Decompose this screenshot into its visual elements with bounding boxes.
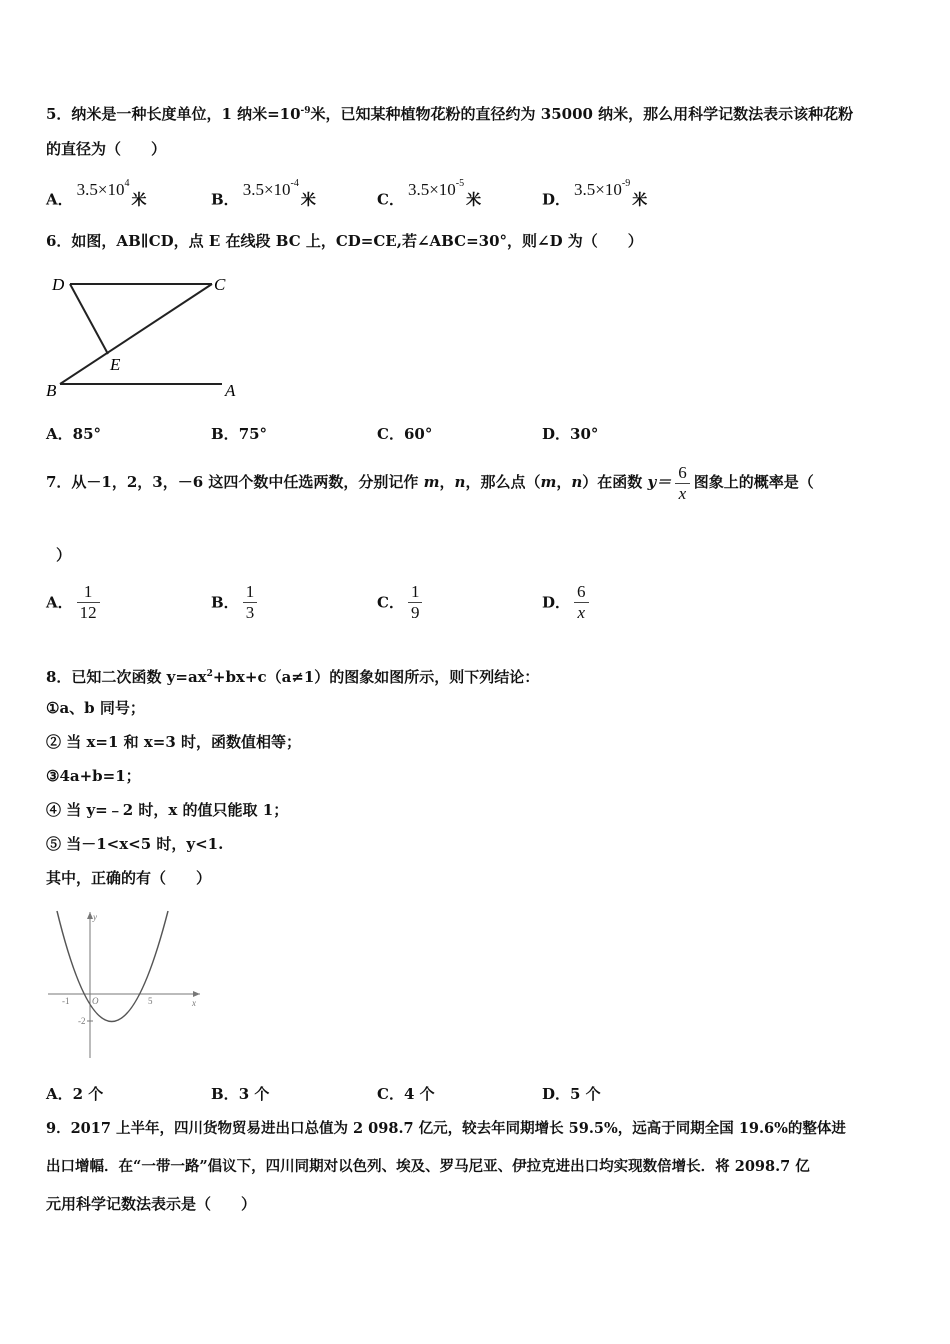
q5-stem-line2: 的直径为（ ） (46, 140, 167, 158)
q7-option-a[interactable]: A． $\frac{1}{12}$ (46, 582, 104, 623)
q5-option-b-unit: 米 (300, 190, 316, 209)
q5-option-d-unit: 米 (632, 190, 648, 209)
q5-stem-exponent: -9 (300, 106, 311, 116)
q6-geometry-figure (40, 268, 250, 403)
q9-stem-line2: 出口增幅．在“一带一路”倡议下，四川同期对以色列、埃及、罗马尼亚、伊拉克进出口均实现数倍增长．将 2098.7 亿 (46, 1158, 810, 1175)
x-axis-label: x (192, 998, 196, 1008)
x-axis-arrow (193, 991, 200, 997)
label-d: D (52, 275, 65, 294)
q7-stem-close: ） (56, 546, 72, 564)
q5-option-c-label: C． (377, 190, 404, 209)
q8-conclusion-5: ⑤ 当－1<x<5 时，y<1. (46, 835, 224, 853)
q6-option-c[interactable]: C．60° (377, 425, 433, 443)
origin-label: O (92, 996, 99, 1006)
q5-option-c-unit: 米 (466, 190, 482, 209)
q7-stem: 7．从－1，2，3，－6 这四个数中任选两数，分别记作 m，n，那么点（m，n）在函数 y＝ $\frac{6}{x}$ 图象上的概率是（ (46, 462, 814, 503)
q7-option-b[interactable]: B． $\frac{1}{3}$ (211, 582, 261, 623)
q6-stem: 6．如图，AB∥CD，点 E 在线段 BC 上，CD=CE,若∠ABC=30°，则∠D 为（ ） (46, 232, 643, 250)
q5-option-a-label: A． (46, 190, 73, 209)
label-a: A (225, 381, 236, 400)
tick-neg1: -1 (62, 996, 70, 1006)
q5-option-a-value: $3.5\times 10^4$ (76, 178, 130, 199)
q5-stem-line1 (46, 101, 853, 124)
q8-conclusion-4: ④ 当 y=﹣2 时，x 的值只能取 1； (46, 801, 289, 819)
q7-function-fraction: $\frac{6}{x}$ (675, 463, 690, 504)
q5-option-b-label: B． (211, 190, 239, 209)
q8-option-c[interactable]: C．4 个 (377, 1085, 435, 1103)
q5-option-c[interactable] (377, 178, 482, 210)
q9-stem-line3: 元用科学记数法表示是（ ） (46, 1195, 257, 1213)
y-axis-label: y (93, 912, 97, 922)
label-c: C (214, 275, 226, 294)
q5-option-b-value: $3.5\times 10^{-4}$ (242, 178, 299, 199)
q5-option-b[interactable] (211, 178, 316, 210)
q7-option-d[interactable]: D． $\frac{6}{x}$ (542, 582, 593, 623)
q8-question: 其中，正确的有（ ） (46, 869, 212, 887)
q8-conclusion-2: ② 当 x=1 和 x=3 时，函数值相等； (46, 733, 302, 751)
q8-conclusion-3: ③4a+b=1； (46, 767, 141, 785)
q5-option-d-label: D． (542, 190, 571, 209)
q5-stem-text-b: 米，已知某种植物花粉的直径约为 35000 纳米，那么用科学记数法表示该种花粉 (310, 105, 854, 123)
q8-parabola-graph (44, 908, 204, 1063)
q8-option-d[interactable]: D．5 个 (542, 1085, 601, 1103)
q8-stem: 8．已知二次函数 $y=ax^2+bx+c(a\ne 1)$的图象如图所示，则下列结论： (46, 668, 540, 686)
tick-5: 5 (148, 996, 153, 1006)
q5-option-c-value: $3.5\times 10^{-5}$ (407, 178, 465, 199)
q5-stem-text-a: 5．纳米是一种长度单位，1 纳米=10 (46, 105, 301, 123)
label-e: E (110, 355, 121, 374)
q8-option-a[interactable]: A．2 个 (46, 1085, 104, 1103)
q9-stem-line1: 9．2017 上半年，四川货物贸易进出口总值为 2 098.7 亿元，较去年同期增长 59.5%，远高于同期全国 19.6%的整体进 (46, 1120, 846, 1137)
q5-option-d[interactable] (542, 178, 648, 210)
q6-option-a[interactable]: A．85° (46, 425, 102, 443)
q8-conclusion-1: ①a、b 同号； (46, 699, 145, 717)
q7-option-c[interactable]: C． $\frac{1}{9}$ (377, 582, 426, 623)
q5-option-a[interactable] (46, 178, 147, 210)
q6-option-b[interactable]: B．75° (211, 425, 268, 443)
line-de (70, 284, 108, 354)
q5-option-a-unit: 米 (131, 190, 147, 209)
tick-neg2: -2 (78, 1016, 86, 1026)
q5-option-d-value: $3.5\times 10^{-9}$ (574, 178, 631, 199)
line-cb (60, 284, 212, 384)
q6-option-d[interactable]: D．30° (542, 425, 599, 443)
label-b: B (46, 381, 57, 400)
q8-option-b[interactable]: B．3 个 (211, 1085, 270, 1103)
